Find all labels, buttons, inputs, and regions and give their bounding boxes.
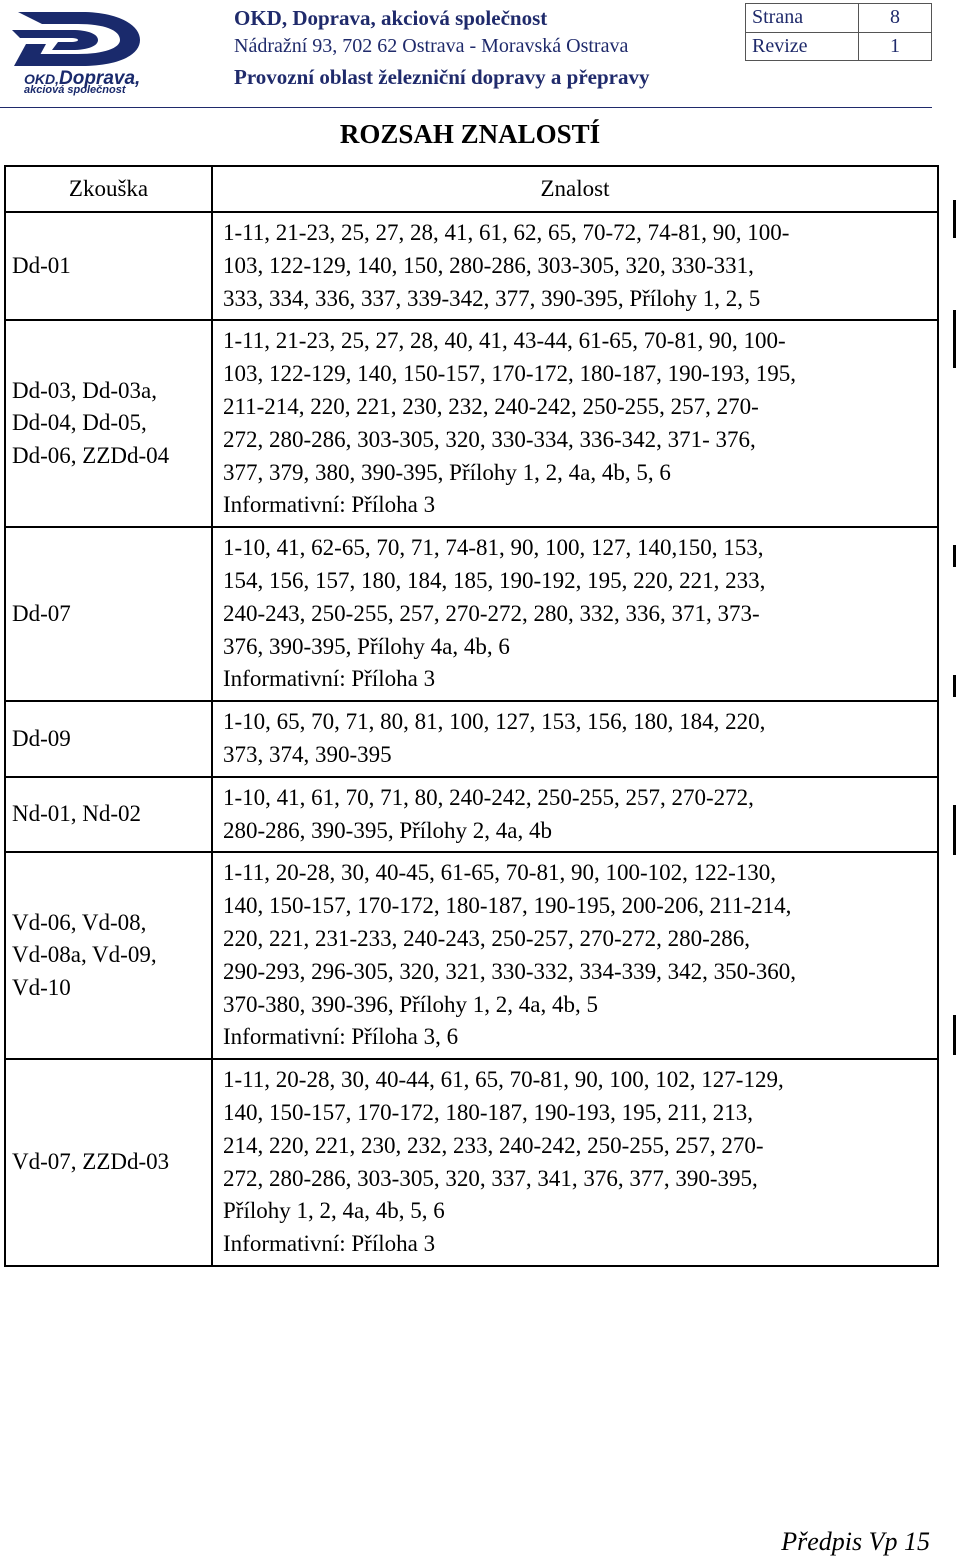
knowledge-line: 1-11, 21-23, 25, 27, 28, 41, 61, 62, 65, 70-72, 74-81, 90, 100- — [223, 220, 790, 245]
document-reference: Předpis Vp 15 — [781, 1527, 930, 1556]
header-divider — [0, 107, 932, 108]
knowledge-line: 377, 379, 380, 390-395, Přílohy 1, 2, 4a, 4b, 5, 6 — [223, 459, 671, 485]
knowledge-line: 1-10, 41, 61, 70, 71, 80, 240-242, 250-255, 257, 270-272, — [223, 784, 754, 810]
exam-cell — [5, 320, 212, 527]
table-row — [5, 852, 938, 1059]
knowledge-cell — [212, 212, 938, 320]
exam-code: Dd-09 — [12, 725, 71, 751]
knowledge-line: 290-293, 296-305, 320, 321, 330-332, 334-339, 342, 350-360, — [223, 958, 797, 984]
revision-bar — [953, 675, 956, 697]
exam-cell — [5, 777, 212, 853]
table-row — [5, 701, 938, 777]
division-name: Provozní oblast železniční dopravy a přepravy — [234, 65, 650, 89]
exam-cell — [5, 701, 212, 777]
knowledge-cell — [212, 701, 938, 777]
knowledge-line: 103, 122-129, 140, 150-157, 170-172, 180-187, 190-193, 195, — [223, 361, 797, 387]
page-label: Strana — [746, 4, 859, 33]
exam-code: Vd-10 — [12, 975, 71, 1001]
exam-code: Vd-06, Vd-08, — [12, 909, 147, 935]
knowledge-line: 333, 334, 336, 337, 339-342, 377, 390-395, Přílohy 1, 2, 5 — [223, 285, 761, 311]
knowledge-line: 240-243, 250-255, 257, 270-272, 280, 332, 336, 371, 373- — [223, 600, 760, 626]
revision-bar — [953, 1015, 956, 1055]
revision-number: 1 — [859, 32, 932, 61]
table-row — [5, 212, 938, 320]
knowledge-line: 272, 280-286, 303-305, 320, 330-334, 336-342, 371- 376, — [223, 426, 756, 452]
exam-cell — [5, 1059, 212, 1266]
logo-wordmark: OKD,Doprava, — [24, 68, 141, 89]
exam-code: Dd-07 — [12, 600, 71, 626]
exam-cell — [5, 212, 212, 320]
exam-cell — [5, 852, 212, 1059]
knowledge-line: 211-214, 220, 221, 230, 232, 240-242, 250-255, 257, 270- — [223, 393, 759, 419]
column-header-knowledge: Znalost — [212, 166, 938, 212]
knowledge-cell — [212, 527, 938, 701]
knowledge-line: 376, 390-395, Přílohy 4a, 4b, 6 — [223, 633, 510, 659]
table-row — [5, 1059, 938, 1266]
knowledge-line: 1-11, 21-23, 25, 27, 28, 40, 41, 43-44, 61-65, 70-81, 90, 100- — [223, 328, 786, 354]
knowledge-line: Přílohy 1, 2, 4a, 4b, 5, 6 — [223, 1198, 445, 1224]
knowledge-line: 154, 156, 157, 180, 184, 185, 190-192, 195, 220, 221, 233, — [223, 567, 766, 593]
knowledge-line: 370-380, 390-396, Přílohy 1, 2, 4a, 4b, 5 — [223, 991, 599, 1017]
page-title: ROZSAH ZNALOSTÍ — [339, 119, 601, 149]
knowledge-line: Informativní: Příloha 3, 6 — [223, 1024, 459, 1050]
table-row — [5, 527, 938, 701]
knowledge-line: 1-11, 20-28, 30, 40-45, 61-65, 70-81, 90, 100-102, 122-130, — [223, 860, 777, 886]
exam-code: Dd-06, ZZDd-04 — [12, 443, 170, 469]
revision-bar — [953, 310, 956, 368]
revision-bar — [953, 545, 956, 567]
logo-d-mark-icon — [12, 4, 152, 72]
knowledge-line: 103, 122-129, 140, 150, 280-286, 303-305, 320, 330-331, — [223, 252, 754, 278]
knowledge-cell — [212, 852, 938, 1059]
knowledge-line: Informativní: Příloha 3 — [223, 1231, 436, 1257]
knowledge-cell — [212, 1059, 938, 1266]
exam-code: Nd-01, Nd-02 — [12, 801, 142, 827]
knowledge-line: 1-10, 41, 62-65, 70, 71, 74-81, 90, 100, 127, 140,150, 153, — [223, 535, 764, 561]
knowledge-line: Informativní: Příloha 3 — [223, 492, 436, 518]
revision-label: Revize — [746, 32, 859, 61]
knowledge-table — [4, 165, 939, 1267]
knowledge-line: 272, 280-286, 303-305, 320, 337, 341, 376, 377, 390-395, — [223, 1165, 758, 1191]
knowledge-cell — [212, 777, 938, 853]
knowledge-line: Informativní: Příloha 3 — [223, 666, 436, 692]
revision-bar — [953, 200, 956, 238]
column-header-exam: Zkouška — [5, 166, 212, 212]
exam-code: Dd-04, Dd-05, — [12, 410, 147, 436]
table-row — [5, 320, 938, 527]
knowledge-line: 220, 221, 231-233, 240-243, 250-257, 270-272, 280-286, — [223, 925, 751, 951]
knowledge-line: 373, 374, 390-395 — [223, 741, 392, 767]
knowledge-line: 140, 150-157, 170-172, 180-187, 190-193, 195, 211, 213, — [223, 1099, 754, 1125]
exam-code: Vd-07, ZZDd-03 — [12, 1149, 170, 1175]
knowledge-line: 1-10, 65, 70, 71, 80, 81, 100, 127, 153, 156, 180, 184, 220, — [223, 709, 766, 735]
company-name: OKD, Doprava, akciová společnost — [234, 6, 548, 30]
company-address: Nádražní 93, 702 62 Ostrava - Moravská Ostrava — [234, 35, 629, 57]
table-body — [5, 212, 938, 1266]
exam-code: Vd-08a, Vd-09, — [12, 942, 157, 968]
knowledge-line: 1-11, 20-28, 30, 40-44, 61, 65, 70-81, 90, 100, 102, 127-129, — [223, 1067, 784, 1093]
page-info-box — [745, 3, 932, 61]
page-number: 8 — [859, 4, 932, 33]
knowledge-line: 140, 150-157, 170-172, 180-187, 190-195, 200-206, 211-214, — [223, 893, 792, 919]
table-row — [5, 777, 938, 853]
exam-code: Dd-01 — [12, 252, 71, 278]
revision-bar — [953, 805, 956, 855]
knowledge-line: 280-286, 390-395, Přílohy 2, 4a, 4b — [223, 817, 553, 843]
knowledge-line: 214, 220, 221, 230, 232, 233, 240-242, 250-255, 257, 270- — [223, 1132, 764, 1158]
logo-subtitle: akciová společnost — [24, 84, 126, 96]
exam-code: Dd-03, Dd-03a, — [12, 377, 157, 403]
knowledge-cell — [212, 320, 938, 527]
exam-cell — [5, 527, 212, 701]
